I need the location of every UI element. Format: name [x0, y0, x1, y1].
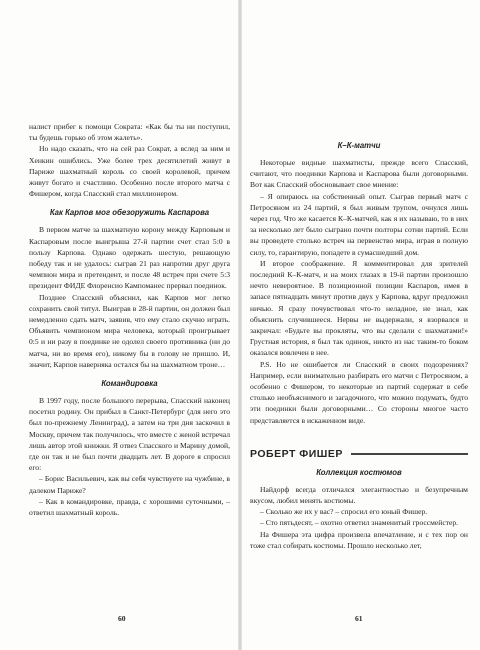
paragraph: – Сколько же их у вас? – спросил его юный Фишер. — [260, 507, 428, 517]
paragraph: – Сто пятьдесят, – охотно ответил знаменитый гроссмейстер. — [260, 518, 459, 528]
paragraph: – Я опираюсь на собственный опыт. Сыграв первый матч с Петросяном из 24 партий, я был живым трупом, очнулся лишь через год. Что же касается К–К-матчей, как я их называю, то в них за несколько лет было сыграно почти полторы сотни партий. Если вы проведете столько встреч на первенство мира, играя в полную силу, то, гарантирую, попадете в сумасшедший дом. — [250, 191, 468, 257]
page-number: 61 — [355, 614, 363, 623]
paragraph: И второе соображение. Я комментировал для зрителей последний К–К-матч, и на моих глазах в 19-й партии произошло нечто невероятное. В позиционной позиции Каспаров, имея в запасе пятнадцать минут против двух у Карпова, вдруг предложил ничью. Я сразу почувствовал что-то неладное, не знал, как объяснить случившееся. Нервы не выдержали, я взорвался и закричал: «Будьте вы прокляты, что вы сделали с шахматами!» Грустная история, я был так одинок, никто из нас таким-то боком оказался вовлечен в нее. — [250, 258, 468, 358]
paragraph: P.S. Но не ошибается ли Спасский в своих подозрениях? Например, если внимательно разбирать его матчи с Петросяном, а особенно с Фишером, то некоторые из партий содержат в себе столько необъяснимого и загадочного, что можно подумать, будто эти поединки были договорными… Со стороны многое часто представляется в искаженном виде. — [250, 359, 468, 425]
chapter-title: РОБЕРТ ФИШЕР — [250, 447, 343, 460]
paragraph: налист прибег к помощи Сократа: «Как бы ты ни поступил, ты будешь горько об этом жалеть». — [29, 122, 230, 143]
paragraph: Но надо сказать, что на сей раз Сократ, а вслед за ним и Хенкин ошиблись. Уже более трех десятилетий живут в Париже шахматный король со своей королевой, причем живут богато и счастливо. Особенно после второго матча с Фишером, когда Спасский стал миллионером. — [29, 144, 230, 199]
paragraph: Позднее Спасский объяснил, как Карпов мог легко сохранить свой титул. Выиграв в 28-й партии, он должен был немедленно сдать матч, заявив, что ему стало скучно играть. Объявить чемпионом мира человека, который проигрывает 0:5 и ни разу в поединке не одолел своего противника (ни до матча, ни во время его), никому бы в голову не пришло. И, значит, Карпов наверняка остался бы на шахматном троне… — [29, 292, 230, 369]
right-page — [240, 0, 480, 650]
section-heading: К–К-матчи — [337, 141, 381, 150]
paragraph: В первом матче за шахматную корону между Карповым и Каспаровым после выигрыша 27-й партии счет стал 5:0 в пользу Карпова. Однако одержать шестую, решающую победу так и не удалось: сыграв 21 раз напротив друг друга чемпион мира и претендент, и после 48 встреч при счете 5:3 президент ФИДЕ Флоренсио Кампоманес прервал поединок. — [29, 225, 230, 291]
chapter-rule — [351, 453, 468, 455]
paragraph: – Борис Васильевич, как вы себя чувствуете на чужбине, в далеком Париже? — [29, 474, 230, 495]
chapter-title-block — [250, 448, 468, 460]
section-heading: Как Карпов мог обезоружить Каспарова — [49, 208, 210, 218]
section-heading: Коллекция костюмов — [316, 467, 402, 477]
paragraph: В 1997 году, после большого перерыва, Спасский наконец посетил родину. Он прибыл в Санкт-Петербург (для него это был по-прежнему Ленинград), а затем на три дня заскочил в Москву, причем так получилось, что вместе с женой встречал лишь автор этой книжки. Я отвез Спасского и Марину домой, где он так и не был почти двадцать лет. В дороге я спросил его: — [29, 396, 230, 473]
section-heading: Командировка — [101, 379, 158, 389]
page-number: 60 — [118, 614, 126, 623]
paragraph: Найдорф всегда отличался элегантностью и безупречным вкусом, любил менять костюмы. — [250, 484, 468, 506]
paragraph: Некоторые видные шахматисты, прежде всего Спасский, считают, что поединки Карпова и Каспарова были договорными. Вот как Спасский обосновывает свое мнение: — [250, 158, 468, 190]
paragraph: – Как в командировке, правда, с хорошими суточными, – ответил шахматный король. — [29, 496, 230, 518]
paragraph: На Фишера эта цифра произвела впечатление, и с тех пор он тоже стал собирать костюмы. Прошло несколько лет, — [250, 529, 468, 550]
